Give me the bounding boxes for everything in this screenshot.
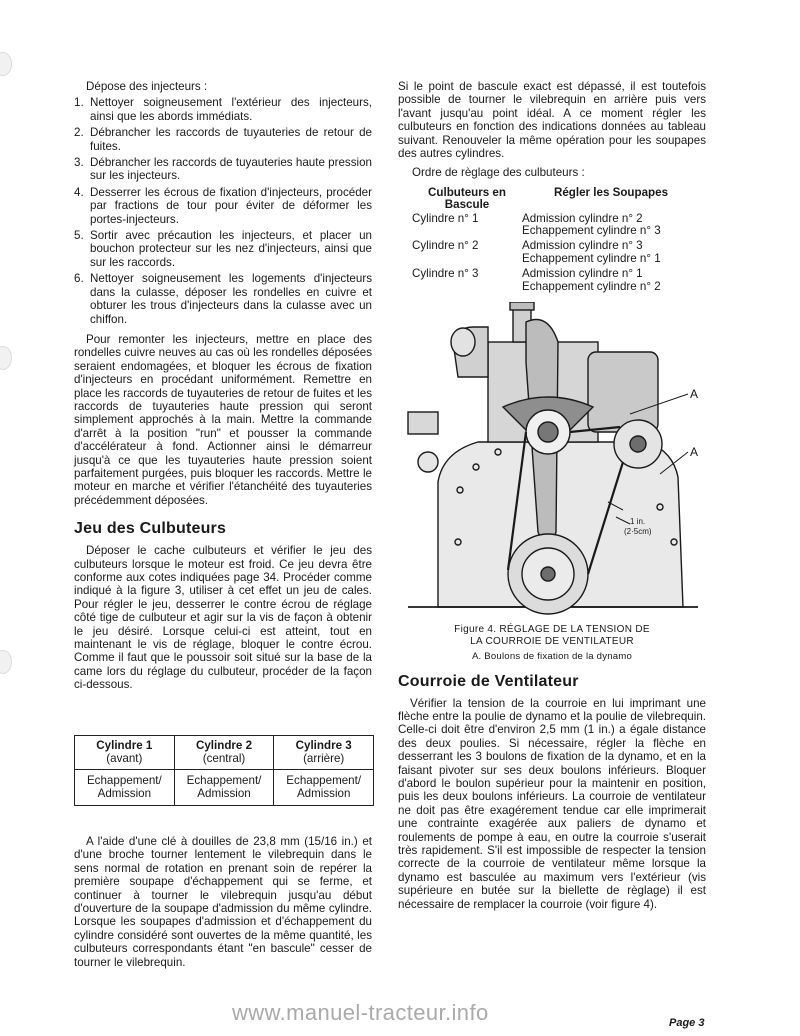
injector-removal-intro: Dépose des injecteurs : [86,80,208,93]
list-item: 2. Débrancher les raccords de tuyauteries de retour de fuites. [74,126,372,153]
footer-url: www.manuel-tracteur.info [232,1000,489,1025]
table-cell: Echappement/ Admission [273,770,373,805]
bolt-label-a-lower: A [690,445,699,460]
cylinder-table [74,735,374,806]
rocker-clearance-paragraph: Déposer le cache culbuteurs et vérifier le jeu des culbuteurs lorsque le moteur est froid. Ce jeu devra être conforme aux cotes indiquées page 34. Procéder comme indiqué à la figure 3, utiliser à cet effet un jeu de cales. Pour régler le jeu, desserrer le contre écrou de réglage côté tige de culbuteur et agir sur la vis de façon à obtenir le jeu désiré. Lorsque celui-ci est atteint, tout en maintenant le vis de réglage, bloquer le contre écrou. Comme il faut que le poussoir soit situé sur la base de la came lors du réglage du culbuteur, procéder de la façon ci-dessous. [74,544,372,692]
page-number: Page 3 [669,1017,705,1029]
deflection-label: 1 in. [630,517,646,527]
order-intro: Ordre de règlage des culbuteurs : [412,166,585,180]
figure-caption: Figure 4. RÉGLAGE DE LA TENSION DE LA COURROIE DE VENTILATEUR A. Boulons de fixation de la dynamo [454,623,650,662]
table-cell: Echappement/ Admission [174,770,274,805]
list-item: 3. Débrancher les raccords de tuyauteries haute pression sur les injecteurs. [74,156,372,183]
rocker-order-table [412,187,700,293]
list-item: 6. Nettoyer soigneusement les logements d'injecteurs dans la culasse, déposer les rondelles en cuivre et obturer les trous d'injecteurs dans la culasse avec un chiffon. [74,272,372,326]
bolt-label-a-upper: A [690,387,699,402]
deflection-label-metric: (2·5cm) [624,527,652,537]
remount-paragraph: Pour remonter les injecteurs, mettre en place des rondelles cuivre neuves au cas où les rondelles déposées seraient endomagées, et bloquer les écrous de fixation d'injecteurs en procédant uniformément. Remettre en place les raccords de tuyauteries de retour de fuites et les raccords de tuyauteries haute pression qui seront simplement approchés à la main. Mettre la commande d'arrêt à la position "run" et pousser la commande d'accélérateur à fond. Actionner ainsi le démarreur jusqu'à ce que les tuyauteries haute pression soient parfaitement purgées, puis bloquer les raccords. Mettre le moteur en marche et vérifier l'étanchéité des tuyauteries précédemment déposées. [74,332,372,507]
bascule-paragraph: Si le point de bascule exact est dépassé, il est toutefois possible de tourner le vilebrequin en arrière puis vers l'avant jusqu'au point idéal. A ce moment régler les culbuteurs en fonction des indications données au tableau suivant. Renouveler la même opération pour les soupapes des autres cylindres. [398,80,706,161]
list-item: 1. Nettoyer soigneusement l'extérieur des injecteurs, ainsi que les abords immédiats. [74,96,372,123]
left-column [74,80,372,692]
table-row: Cylindre n° 1 Admission cylindre n° 2 Echappement cylindre n° 3 [412,211,661,238]
table-row: Cylindre n° 2 Admission cylindre n° 3 Echappement cylindre n° 1 [412,239,661,265]
belt-paragraph: Vérifier la tension de la courroie en lui imprimant une flèche entre la poulie de dynamo et la poulie de vilebrequin. Celle-ci doit être d'environ 2,5 mm (1 in.) a égale distance des deux poulies. Si nécessaire, régler la flèche en desserrant les 3 boulons de fixation de la dynamo, et en la faisant pivoter sur ses deux boulons inférieurs. Bloquer d'abord le boulon supérieur pour la maintenir en position, puis les deux boulons inférieurs. La courroie de ventilateur ne doit pas être exagérement tendue car elle imprimerait une contrainte exagérée aux paliers de dynamo et roulements de pompe à eau, en outre la courroie s'userait très rapidement. S'il est impossible de respecter la tension correcte de la courroie de ventilateur même lorsque la dynamo est basculée au maximum vers l'extérieur (vis supérieure en butée sur la biellette de règlage) il est nécessaire de remplacer la courroie (voir figure 4). [398,696,706,911]
table-header-cell: Cylindre 3 (arrière) [273,736,373,769]
heading-courroie-ventilateur: Courroie de Ventilateur [398,672,579,690]
punch-hole-middle [0,346,12,370]
injector-steps-list [74,96,372,326]
list-item: 5. Sortir avec précaution les injecteurs, et placer un bouchon protecteur sur les nez d'injecteurs, ainsi que sur les raccords. [74,229,372,269]
punch-hole-bottom [0,650,12,674]
table-row: Cylindre n° 3 Admission cylindre n° 1 Echappement cylindre n° 2 [412,267,661,293]
order-table-header: Culbuteurs en Bascule Régler les Soupapes [428,185,669,212]
punch-hole-top [0,52,12,76]
table-header-row [75,736,373,769]
table-header-cell: Cylindre 1 (avant) [96,739,153,766]
right-column [398,80,706,911]
table-row [75,769,373,805]
table-header-cell: Cylindre 2 (central) [174,736,274,769]
engine-belt-figure [398,302,706,616]
wrench-paragraph: A l'aide d'une clé à douilles de 23,8 mm (15/16 in.) et d'une broche tourner lentement le vilebrequin dans le sens normal de rotation en prenant soin de repérer la première soupape d'échappement qui se ferme, et continuer à tourner le vilebrequin jusqu'au début d'ouverture de la soupape d'admission du même cylindre. Lorsque les soupapes d'admission et d'échappement du cylindre considéré sont ouvertes de la même quantité, les culbuteurs correspondants étant "en bascule" cesser de tourner le vilebrequin. [74,835,372,969]
list-item: 4. Desserrer les écrous de fixation d'injecteurs, procéder par fractions de tour pour éviter de déformer les portes-injecteurs. [74,185,372,226]
left-column-bottom [74,835,372,969]
table-cell: Echappement/ Admission [86,773,162,801]
heading-jeu-culbuteurs: Jeu des Culbuteurs [74,520,227,538]
